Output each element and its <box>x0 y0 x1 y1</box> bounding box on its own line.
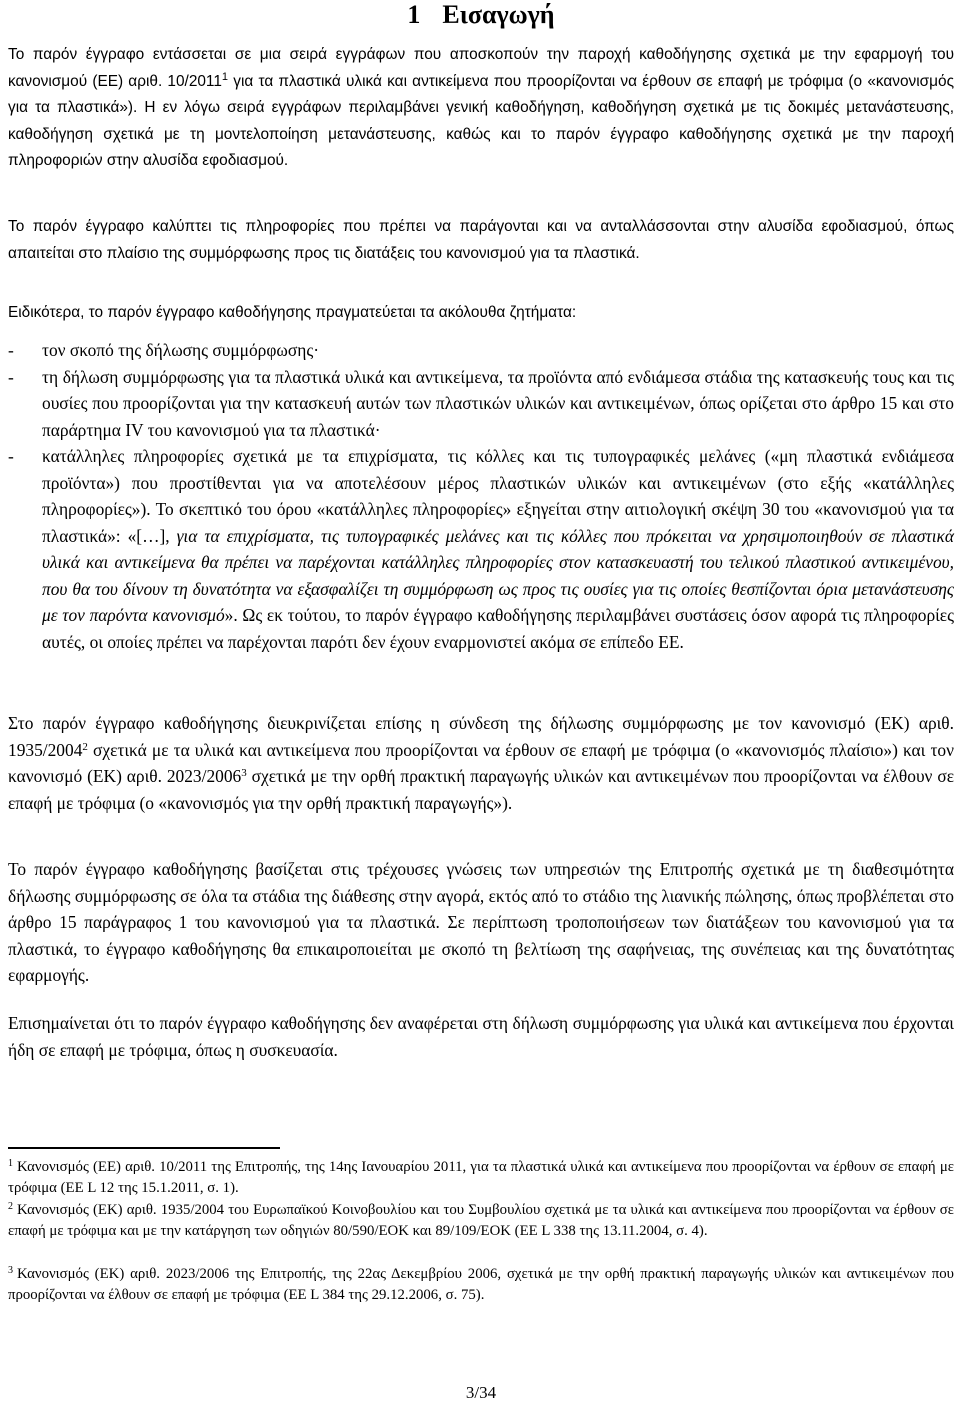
list-item <box>8 337 954 364</box>
footnote-mark: 1 <box>8 1158 13 1169</box>
intro-paragraph-3: Ειδικότερα, το παρόν έγγραφο καθοδήγησης πραγματεύεται τα ακόλουθα ζητήματα: <box>8 304 577 321</box>
topics-list <box>8 337 954 655</box>
body-paragraph-6: Επισημαίνεται ότι το παρόν έγγραφο καθοδήγησης δεν αναφέρεται στη δήλωση συμμόρφωσης για υλικά και αντικείμενα που έρχονται ήδη σε επαφή με τρόφιμα, όπως η συσκευασία. <box>8 1013 954 1060</box>
list-dash: - <box>8 446 14 466</box>
section-number: 1 <box>407 0 421 29</box>
list-dash: - <box>8 366 14 387</box>
section-heading <box>8 0 954 30</box>
footnote-separator <box>8 1147 280 1149</box>
list-item-text: ». Ως εκ τούτου, το παρόν έγγραφο καθοδήγησης περιλαμβάνει συστάσεις όσον αφορά τις πληροφορίες αυτές, οι οποίες πρέπει να παρέχονται παρότι δεν έχουν εναρμονιστεί ακόμα σε επίπεδο ΕΕ. <box>42 605 954 652</box>
footnote-text: Κανονισμός (ΕΕ) αριθ. 10/2011 της Επιτροπής, της 14ης Ιανουαρίου 2011, για τα πλαστικά υλικά και αντικείμενα που προορίζονται να έρθουν σε επαφή με τρόφιμα (ΕΕ L 12 της 15.1.2011, σ. 1). <box>8 1159 954 1197</box>
footnote-ref-2: 2 <box>82 740 88 753</box>
footnote-1 <box>8 1157 954 1200</box>
list-item-text: τον σκοπό της δήλωσης συμμόρφωσης· <box>42 340 319 360</box>
body-paragraph-5: Το παρόν έγγραφο καθοδήγησης βασίζεται στις τρέχουσες γνώσεις των υπηρεσιών της Επιτροπής σχετικά με τη διαθεσιμότητα δήλωσης συμμόρφωσης σε όλα τα στάδια της διάθεσης στην αγορά, εκτός από το στάδιο της λιανικής πώλησης, όπως προβλέπεται στο άρθρο 15 παράγραφος 1 του κανονισμού για τα πλαστικά. Σε περίπτωση τροποποιήσεων των διατάξεων του κανονισμού για τα πλαστικά, το έγγραφο καθοδήγησης θα επικαιροποιείται με σκοπό τη βελτίωση της σαφήνειας, της συνέπειας και της δυνατότητας εφαρμογής. <box>8 859 954 985</box>
p4-text-a: Στο παρόν έγγραφο καθοδήγησης διευκρινίζεται επίσης η σύνδεση της δήλωσης συμμόρφωσης με τον κανονισμό (ΕΚ) αριθ. 1935/2004 <box>8 713 954 760</box>
list-item-text: τη δήλωση συμμόρφωσης για τα πλαστικά υλικά και αντικείμενα, τα προϊόντα από ενδιάμεσα στάδια της κατασκευής τους και τις ουσίες που προορίζονται για την κατασκευή αυτών των πλαστικών υλικών και αντικειμένων, όπως ορίζεται στο άρθρο 15 και στο παράρτημα IV του κανονισμού για τα πλαστικά· <box>42 366 954 440</box>
intro-paragraph-2: Το παρόν έγγραφο καλύπτει τις πληροφορίες που πρέπει να παράγονται και να ανταλλάσσονται στην αλυσίδα εφοδιασμού, όπως απαιτείται στο πλαίσιο της συμμόρφωσης προς τις διατάξεις του κανονισμού για τα πλαστικά. <box>8 218 954 262</box>
section-title: Εισαγωγή <box>442 0 555 29</box>
list-item <box>8 443 954 655</box>
footnote-text: Κανονισμός (ΕΚ) αριθ. 2023/2006 της Επιτροπής, της 22ας Δεκεμβρίου 2006, σχετικά με την ορθή πρακτική παραγωγής υλικών και αντικειμένων που προορίζονται να έλθουν σε επαφή με τρόφιμα (ΕΕ L 384 της 29.12.2006, σ. 75). <box>8 1266 954 1304</box>
footnote-3 <box>8 1264 954 1307</box>
page-number: 3/34 <box>465 1383 497 1402</box>
footnote-ref-3: 3 <box>241 767 247 779</box>
list-item-text: κατάλληλες πληροφορίες σχετικά με τα επιχρίσματα, τις κόλλες και τις τυπογραφικές μελάνες («μη πλαστικά ενδιάμεσα προϊόντα») που προστίθενται για να αποτελέσουν μέρος πλαστικών υλικών και αντικειμένων (στο εξής «κατάλληλες πληροφορίες»). Το σκεπτικό του όρου «κατάλληλες πληροφορίες» εξηγείται στην αιτιολογική σκέψη 30 του «κανονισμού για τα πλαστικά»: «[…], <box>42 446 954 546</box>
footnote-mark: 2 <box>8 1201 13 1212</box>
intro-p1-text-a: Το παρόν έγγραφο εντάσσεται σε μια σειρά εγγράφων που αποσκοπούν την παροχή καθοδήγησης σχετικά με την εφαρμογή του κανονισμού (ΕΕ) αριθ. 10/2011 <box>8 46 954 90</box>
footnote-ref-1: 1 <box>221 70 229 83</box>
footnote-2 <box>8 1200 954 1243</box>
footnote-text: Κανονισμός (ΕΚ) αριθ. 1935/2004 του Ευρωπαϊκού Κοινοβουλίου και του Συμβουλίου σχετικά με τα υλικά και αντικείμενα που προορίζονται να έρθουν σε επαφή με τρόφιμα και με την κατάργηση των οδηγιών 80/590/ΕΟΚ και 89/109/ΕΟΚ (ΕΕ L 338 της 13.11.2004, σ. 4). <box>8 1202 954 1240</box>
intro-p1-text-b: για τα πλαστικά υλικά και αντικείμενα που προορίζονται να έρθουν σε επαφή με τρόφιμα (ο «κανονισμός για τα πλαστικά»). Η εν λόγω σειρά εγγράφων περιλαμβάνει γενική καθοδήγηση, καθοδήγηση σχετικά με τις δοκιμές μετανάστευσης, καθοδήγηση σχετικά με τη μοντελοποίηση μετανάστευσης, καθώς και το παρόν έγγραφο καθοδήγησης σχετικά με την παροχή πληροφοριών στην αλυσίδα εφοδιασμού. <box>8 72 955 169</box>
footnote-mark: 3 <box>8 1265 13 1276</box>
p4-text-c: σχετικά με την ορθή πρακτική παραγωγής υλικών και αντικειμένων που προορίζονται να έλθουν σε επαφή με τρόφιμα (ο «κανονισμός για την ορθή πρακτική παραγωγής»). <box>8 766 954 813</box>
intro-paragraph-1 <box>8 42 954 175</box>
list-dash: - <box>8 340 14 360</box>
p4-text-b: σχετικά με τα υλικά και αντικείμενα που προορίζονται να έρθουν σε επαφή με τρόφιμα (ο «κανονισμός πλαίσιο») και τον κανονισμό (ΕΚ) αριθ. 2023/2006 <box>8 739 954 786</box>
list-item <box>8 364 954 444</box>
body-paragraph-4 <box>8 710 954 816</box>
quoted-recital: για τα επιχρίσματα, τις τυπογραφικές μελάνες και τις κόλλες που πρόκειται να χρησιμοποιηθούν σε πλαστικά υλικά και αντικείμενα θα πρέπει να παρέχονται κατάλληλες πληροφορίες στον κατασκευαστή του τελικού πλαστικού αντικειμένου, που θα του δίνουν τη δυνατότητα να εξασφαλίζει τη συμμόρφωση ως προς τις ουσίες για τις οποίες θεσπίζονται όρια μετανάστευσης με τον παρόντα κανονισμό <box>42 525 955 625</box>
